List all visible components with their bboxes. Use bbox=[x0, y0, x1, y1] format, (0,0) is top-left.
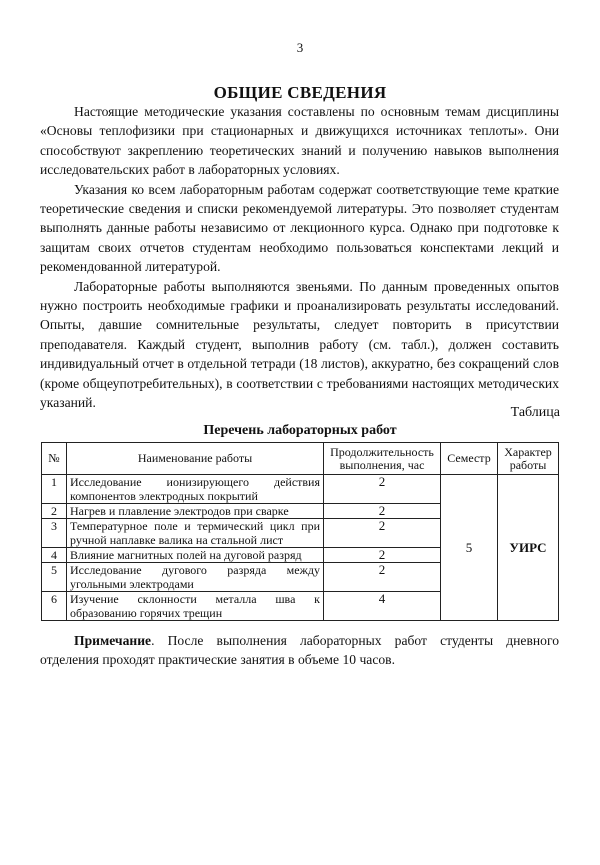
row-name: Нагрев и плавление электродов при сварке bbox=[67, 504, 324, 519]
row-num: 2 bbox=[42, 504, 67, 519]
header-duration: Продолжительность выполнения, час bbox=[324, 443, 441, 475]
body-text bbox=[40, 102, 559, 413]
paragraph: Указания ко всем лабораторным работам содержат соответствующие теме краткие теоретические сведения и списки рекомендуемой литературы. Это позволяет студентам выполнять данные работы независимо от лекционного курса. Однако при подготовке к защитам своих отчетов студентам необходимо пользоваться конспектами лекций и рекомендованной литературой. bbox=[40, 181, 559, 275]
note bbox=[40, 631, 559, 669]
table-row bbox=[42, 475, 559, 504]
header-num: № bbox=[42, 443, 67, 475]
row-duration: 2 bbox=[324, 504, 441, 519]
row-name: Исследование дугового разряда между угольными электродами bbox=[67, 563, 324, 592]
kind-cell: УИРС bbox=[498, 475, 559, 621]
row-num: 5 bbox=[42, 563, 67, 592]
row-duration: 2 bbox=[324, 519, 441, 548]
paragraph: Настоящие методические указания составлены по основным темам дисциплины «Основы теплофизики при стационарных и движущихся источниках теплоты». Они способствуют закреплению теоретических знаний и получению навыков выполнения исследовательских работ в лабораторных условиях. bbox=[40, 104, 559, 178]
page-number: 3 bbox=[296, 40, 304, 55]
row-duration: 4 bbox=[324, 592, 441, 621]
row-num: 4 bbox=[42, 548, 67, 563]
row-num: 1 bbox=[42, 475, 67, 504]
semester-cell: 5 bbox=[441, 475, 498, 621]
header-kind: Характер работы bbox=[498, 443, 559, 475]
row-duration: 2 bbox=[324, 475, 441, 504]
row-num: 3 bbox=[42, 519, 67, 548]
note-text: . После выполнения лабораторных работ студенты дневного отделения проходят практические занятия в объеме 10 часов. bbox=[40, 633, 559, 667]
note-label: Примечание bbox=[74, 633, 152, 648]
row-duration: 2 bbox=[324, 548, 441, 563]
header-name: Наименование работы bbox=[67, 443, 324, 475]
row-num: 6 bbox=[42, 592, 67, 621]
table-header-row bbox=[42, 443, 559, 475]
page-title: ОБЩИЕ СВЕДЕНИЯ bbox=[213, 83, 387, 102]
paragraph: Лабораторные работы выполняются звеньями. По данным проведенных опытов нужно построить необходимые графики и проанализировать результаты исследований. Опыты, давшие сомнительные результаты, следует повторить в присутствии преподавателя. Каждый студент, выполнив работу (см. табл.), должен составить индивидуальный отчет в отдельной тетради (18 листов), аккуратно, без сокращений слов (кроме общеупотребительных), в соответствии с требованиями настоящих методических указаний. bbox=[40, 278, 559, 411]
row-name: Исследование ионизирующего действия компонентов электродных покрытий bbox=[67, 475, 324, 504]
row-name: Температурное поле и термический цикл при ручной наплавке валика на стальной лист bbox=[67, 519, 324, 548]
table-title: Перечень лабораторных работ bbox=[203, 423, 397, 438]
table-label: Таблица bbox=[510, 405, 560, 420]
header-semester: Семестр bbox=[441, 443, 498, 475]
row-name: Изучение склонности металла шва к образованию горячих трещин bbox=[67, 592, 324, 621]
row-name: Влияние магнитных полей на дуговой разряд bbox=[67, 548, 324, 563]
labs-table bbox=[41, 442, 559, 621]
row-duration: 2 bbox=[324, 563, 441, 592]
